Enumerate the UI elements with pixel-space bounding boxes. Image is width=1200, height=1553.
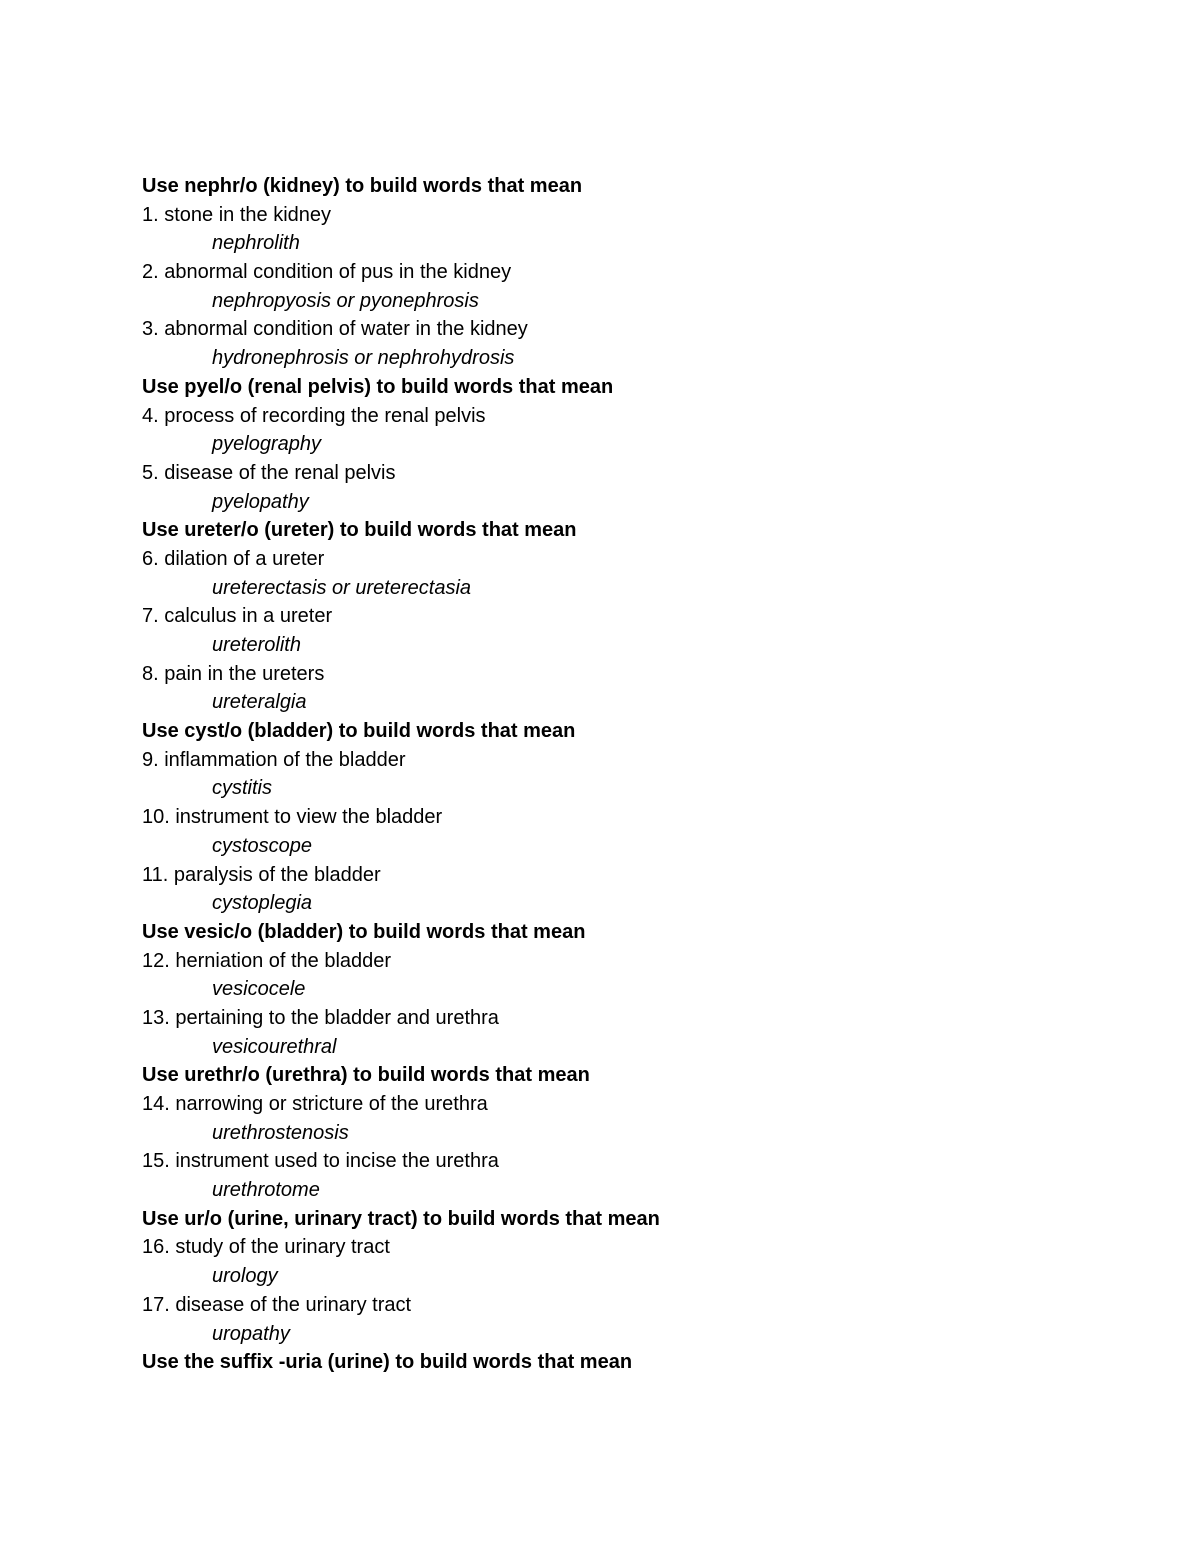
answer-item: urology <box>212 1265 278 1288</box>
answer-item: nephrolith <box>212 232 300 255</box>
section-heading: Use urethr/o (urethra) to build words that mean <box>142 1064 590 1087</box>
question-item: 16. study of the urinary tract <box>142 1236 390 1259</box>
question-item: 13. pertaining to the bladder and urethra <box>142 1006 499 1029</box>
answer-item: urethrostenosis <box>212 1121 349 1144</box>
section-heading: Use ur/o (urine, urinary tract) to build words that mean <box>142 1207 660 1230</box>
section-heading: Use nephr/o (kidney) to build words that mean <box>142 175 583 197</box>
answer-item: cystoplegia <box>212 892 313 915</box>
question-item: 3. abnormal condition of water in the kidney <box>142 318 528 341</box>
section-heading: Use vesic/o (bladder) to build words that mean <box>142 920 586 943</box>
question-item: 9. inflammation of the bladder <box>142 748 406 771</box>
question-item: 8. pain in the ureters <box>142 662 325 685</box>
question-item: 5. disease of the renal pelvis <box>142 461 396 484</box>
question-item: 6. dilation of a ureter <box>142 547 325 570</box>
section-heading: Use the suffix -uria (urine) to build words that mean <box>142 1351 633 1374</box>
worksheet <box>142 172 660 1377</box>
answer-item: pyelography <box>212 433 321 456</box>
question-item: 12. herniation of the bladder <box>142 949 392 972</box>
answer-item: hydronephrosis or nephrohydrosis <box>212 347 515 370</box>
answer-item: nephropyosis or pyonephrosis <box>212 289 479 312</box>
section-heading: Use pyel/o (renal pelvis) to build words that mean <box>142 375 614 398</box>
answer-item: cystitis <box>212 777 272 800</box>
answer-item: cystoscope <box>212 834 313 857</box>
answer-item: ureterolith <box>212 634 301 656</box>
section-heading: Use ureter/o (ureter) to build words that mean <box>142 519 577 542</box>
question-item: 15. instrument used to incise the urethra <box>142 1150 499 1173</box>
question-item: 4. process of recording the renal pelvis <box>142 404 486 427</box>
question-item: 7. calculus in a ureter <box>142 605 333 628</box>
answer-item: vesicocele <box>212 978 306 1001</box>
question-item: 11. paralysis of the bladder <box>142 863 381 886</box>
answer-item: ureteralgia <box>212 691 307 714</box>
answer-item: uropathy <box>212 1322 290 1345</box>
section-heading: Use cyst/o (bladder) to build words that mean <box>142 720 576 743</box>
question-item: 10. instrument to view the bladder <box>142 806 443 829</box>
question-item: 2. abnormal condition of pus in the kidney <box>142 261 512 284</box>
question-item: 14. narrowing or stricture of the urethra <box>142 1093 488 1115</box>
question-item: 1. stone in the kidney <box>142 203 332 226</box>
answer-item: pyelopathy <box>212 490 309 513</box>
question-item: 17. disease of the urinary tract <box>142 1293 412 1316</box>
answer-item: vesicourethral <box>212 1035 337 1058</box>
answer-item: urethrotome <box>212 1179 320 1202</box>
answer-item: ureterectasis or ureterectasia <box>212 576 472 599</box>
